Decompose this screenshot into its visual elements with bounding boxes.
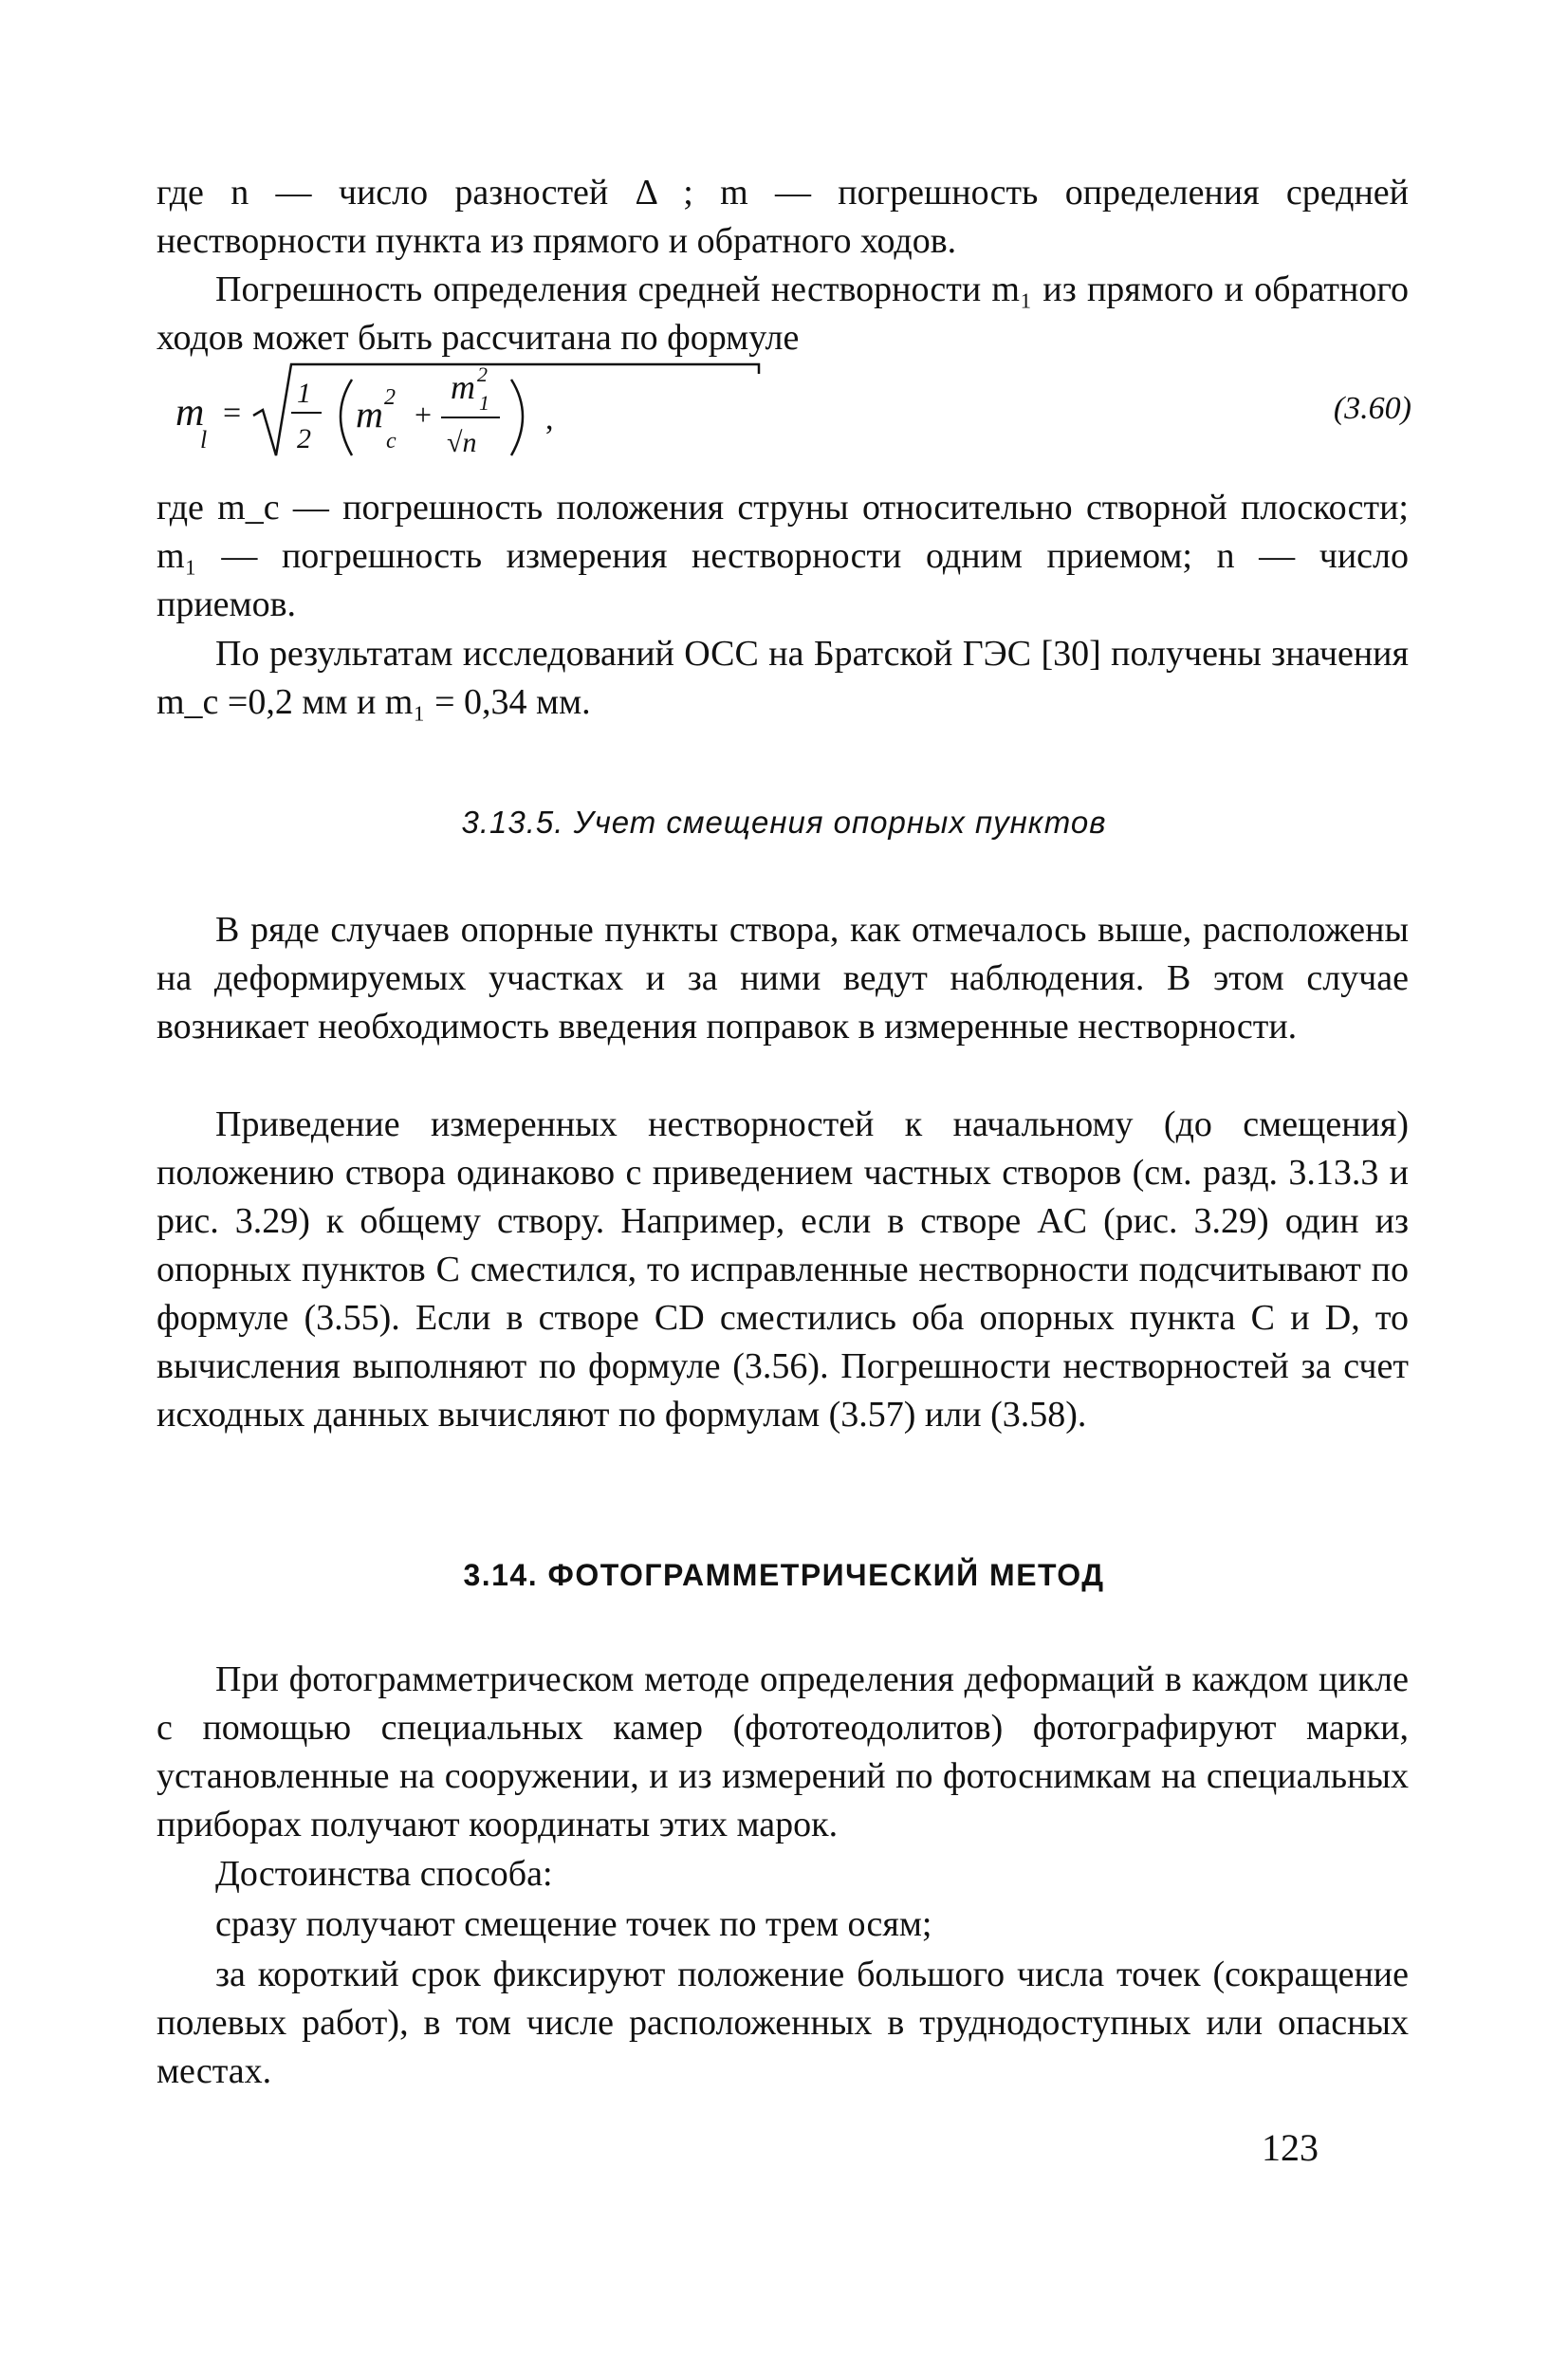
paragraph-formula-intro [157, 266, 1409, 362]
paragraph-offset-1 [157, 906, 1409, 1051]
formula-graphic [166, 361, 1399, 465]
formula-term2-den: √n [447, 427, 477, 458]
formula-term1-sub: c [386, 429, 397, 454]
paragraph-text: При фотограмметрическом методе определения деформаций в каждом цикле с помощью специальных камер (фототеодолитов) фотографируют марки, установленные на сооружении, и из измерений по фотоснимкам на специальных приборах получают координаты этих марок. [157, 1659, 1409, 1844]
advantages-label: Достоинства способа: [215, 1854, 553, 1894]
paragraph-top [157, 169, 1409, 266]
paragraph-results [157, 630, 1409, 727]
equation-number: (3.60) [1333, 391, 1411, 426]
formula-term2-num-sup: 2 [477, 362, 488, 386]
section-title: 3.14. ФОТОГРАММЕТРИЧЕСКИЙ МЕТОД [463, 1558, 1105, 1592]
formula-term1: m [356, 393, 383, 435]
page-number: 123 [1262, 2126, 1319, 2169]
formula-comma: , [545, 401, 554, 436]
formula-term2-num-sub: 1 [479, 391, 489, 415]
formula-lhs-sub: l [200, 426, 208, 454]
paragraph-text: По результатам исследований ОСС на Братской ГЭС [30] получены значения m_c =0,2 мм и m₁ = 0,34 мм. [157, 634, 1409, 722]
paragraph-text: Погрешность определения средней нестворности m₁ из прямого и обратного ходов может быть рассчитана по формуле [157, 269, 1409, 358]
subsection-title: 3.13.5. Учет смещения опорных пунктов [461, 805, 1107, 840]
paragraph-offset-2 [157, 1101, 1409, 1439]
formula-lhs: m [175, 391, 205, 435]
advantage-item: сразу получают смещение точек по трем осям; [215, 1904, 932, 1944]
svg-text:=: = [223, 396, 242, 431]
paragraph-text: где n — число разностей Δ ; m — погрешность определения средней нестворности пункта из прямого и обратного ходов. [157, 173, 1409, 261]
advantages-block [157, 1850, 1409, 2096]
paragraph-photo [157, 1656, 1409, 1849]
paragraph-text: В ряде случаев опорные пункты створа, как отмечалось выше, расположены на деформируемых участках и за ними ведут наблюдения. В этом случае возникает необходимость введения поправок в измеренные нестворности. [157, 910, 1409, 1047]
formula-frac-num: 1 [297, 378, 311, 409]
paragraph-text: где m_c — погрешность положения струны относительно створной плоскости; m₁ — погрешность измерения нестворности одним приемом; n — число приемов. [157, 488, 1409, 624]
paragraph-where [157, 484, 1409, 629]
formula-frac-den: 2 [297, 423, 311, 454]
paragraph-text: Приведение измеренных нестворностей к начальному (до смещения) положению створа одинаково с приведением частных створов (см. разд. 3.13.3 и рис. 3.29) к общему створу. Например, если в створе AC (рис. 3.29) один из опорных пунктов C сместился, то исправленные нестворности подсчитывают по формуле (3.55). Если в створе CD сместились оба опорных пункта C и D, то вычисления выполняют по формуле (3.56). Погрешности нестворностей за счет исходных данных вычисляют по формулам (3.57) или (3.58). [157, 1104, 1409, 1435]
formula-3-60 [166, 361, 1399, 465]
formula-term2-num: m [451, 368, 475, 406]
formula-plus: + [415, 398, 433, 432]
advantage-item: за короткий срок фиксируют положение большого числа точек (сокращение полевых работ), в том числе расположенных в труднодоступных или опасных местах. [157, 1955, 1409, 2091]
formula-term1-sup: 2 [384, 385, 396, 410]
